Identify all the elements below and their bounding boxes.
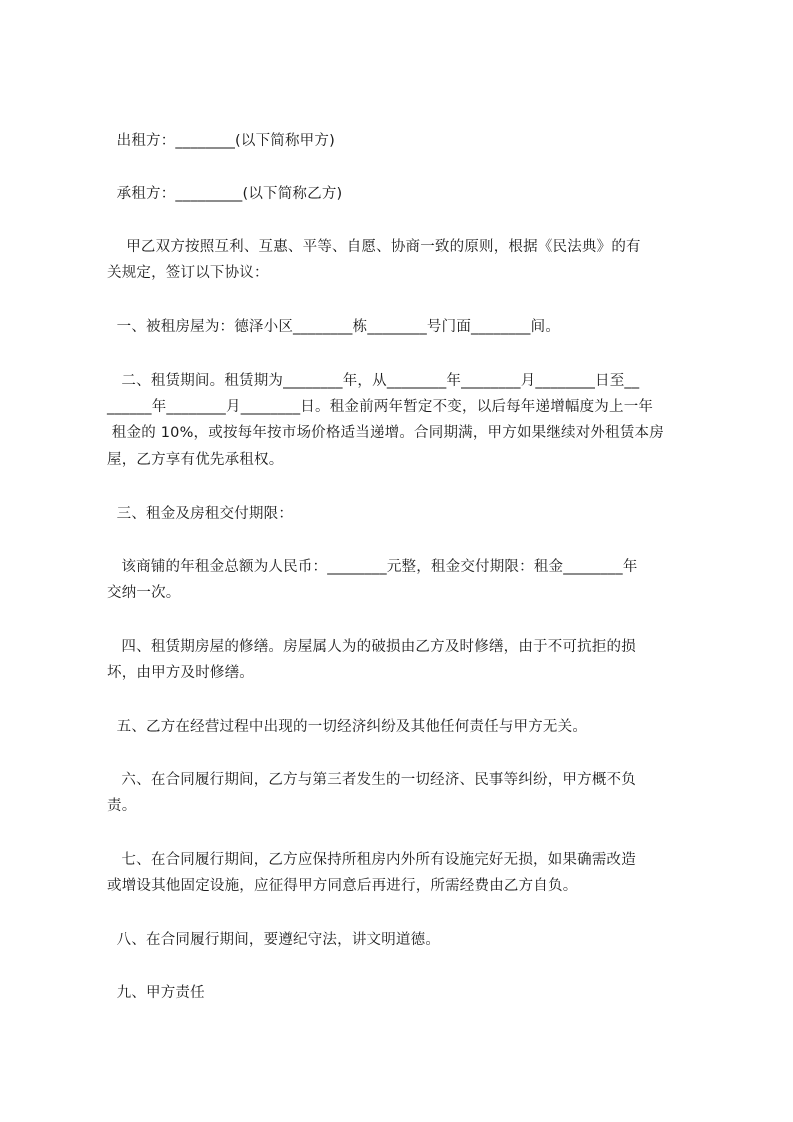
clause-5: 五、乙方在经营过程中出现的一切经济纠纷及其他任何责任与甲方无关。: [107, 719, 588, 735]
clause-2-line-3: 租金的 10%，或按每年按市场价格适当递增。合同期满，甲方如果继续对外租赁本房: [107, 425, 664, 441]
clause-3-body-line-2: 交纳一次。: [107, 585, 181, 601]
clause-2-line-4: 屋，乙方享有优先承租权。: [107, 452, 284, 468]
intro-line-2: 关规定，签订以下协议：: [107, 265, 269, 281]
clause-3-body-line-1: 该商铺的年租金总额为人民币：________元整，租金交付期限：租金________年: [107, 559, 638, 575]
lessor-line: 出租方：________(以下简称甲方): [107, 133, 335, 149]
intro-line-1: 甲乙双方按照互利、互惠、平等、自愿、协商一致的原则，根据《民法典》的有: [107, 239, 641, 255]
clause-3-title: 三、租金及房租交付期限：: [107, 506, 294, 522]
clause-1: 一、被租房屋为：德泽小区________栋________号门面________间。: [107, 319, 561, 335]
clause-4-line-2: 坏，由甲方及时修缮。: [107, 665, 254, 681]
clause-6-line-2: 责。: [107, 798, 137, 814]
clause-4-line-1: 四、租赁期房屋的修缮。房屋属人为的破损由乙方及时修缮，由于不可抗拒的损: [107, 639, 636, 655]
clause-7-line-2: 或增设其他固定设施，应征得甲方同意后再进行，所需经费由乙方自负。: [107, 878, 578, 894]
clause-2-line-1: 二、租赁期间。租赁期为________年，从________年________月________日至__: [107, 373, 640, 389]
lessee-line: 承租方：_________(以下简称乙方): [107, 186, 343, 202]
clause-7-line-1: 七、在合同履行期间，乙方应保持所租房内外所有设施完好无损，如果确需改造: [107, 852, 636, 868]
clause-2-line-2: ______年________月________日。租金前两年暂定不变，以后每年递增幅度为上一年: [107, 399, 654, 415]
clause-8: 八、在合同履行期间，要遵纪守法，讲文明道德。: [107, 932, 441, 948]
clause-6-line-1: 六、在合同履行期间，乙方与第三者发生的一切经济、民事等纠纷，甲方概不负: [107, 772, 636, 788]
clause-9-title: 九、甲方责任: [107, 985, 205, 1001]
